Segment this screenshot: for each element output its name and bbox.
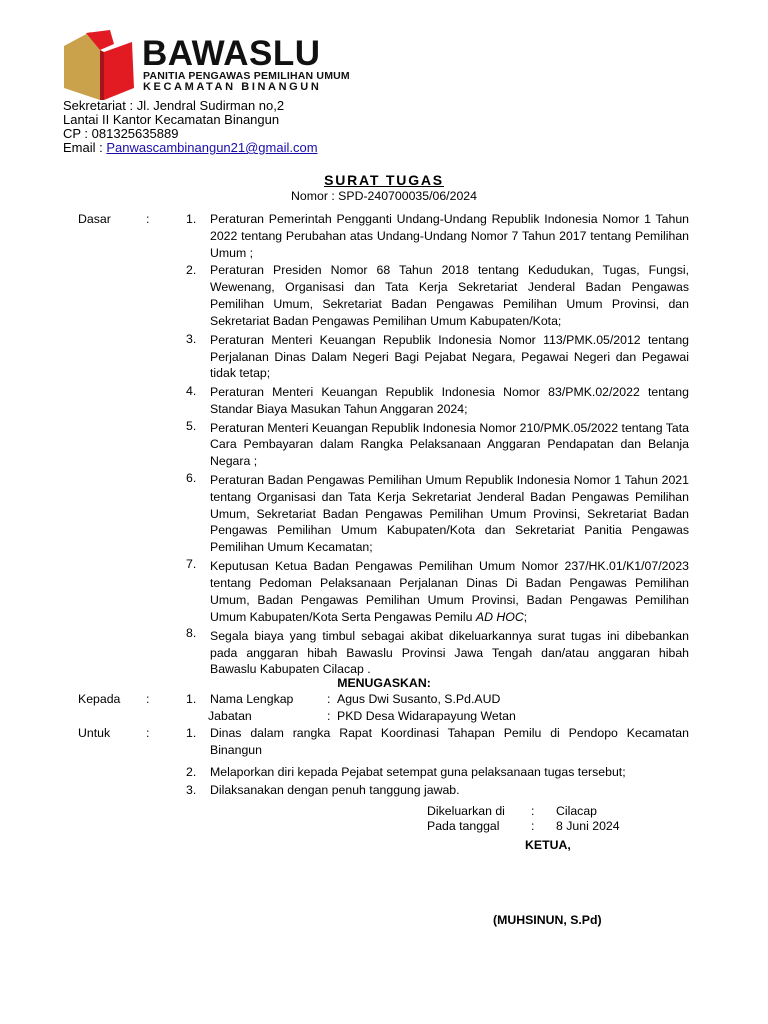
- nama-value: Agus Dwi Susanto, S.Pd.AUD: [337, 692, 501, 706]
- kepada-label: Kepada: [78, 692, 121, 706]
- jabatan-colon: :: [327, 709, 331, 723]
- dasar-list: [210, 211, 689, 679]
- menugaskan-heading: MENUGASKAN:: [337, 676, 431, 690]
- dasar-label: Dasar: [78, 212, 111, 226]
- bawaslu-logo-icon: [64, 30, 136, 100]
- untuk-item-1-line-1: Dinas dalam rangka Rapat Koordinasi Tahapan Pemilu di Pendopo Kecamatan: [210, 726, 689, 740]
- untuk-item-1-line-2: Binangun: [210, 743, 262, 757]
- untuk-item-2: Melaporkan diri kepada Pejabat setempat guna pelaksanaan tugas tersebut;: [210, 765, 626, 779]
- list-item: Peraturan Badan Pengawas Pemilihan Umum Republik Indonesia Nomor 1 Tahun 2021 tentang Organisasi dan Tata Kerja Sekretariat Jenderal Badan Pengawas Pemilihan Umum, Sekretariat Badan Pengawas Pemilihan Umum Provinsi, Sekretariat Badan Pengawas Pemilihan Umum Kabupaten/Kota dan Sekretariat Panitia Pengawas Pemilihan Umum Kecamatan;: [210, 472, 689, 555]
- brand-name: BAWASLU: [142, 34, 321, 73]
- untuk-num-3: 3.: [186, 783, 197, 797]
- dasar-num-6: 6.: [186, 471, 197, 485]
- list-item: Peraturan Presiden Nomor 68 Tahun 2018 tentang Kedudukan, Tugas, Fungsi, Wewenang, Organisasi dan Tata Kerja Sekretariat Jenderal Badan Pengawas Pemilihan Umum, Sekretariat Badan Pengawas Pemilihan Umum Provinsi, dan Sekretariat Badan Pengawas Pemilihan Umum Kabupaten/Kota;: [210, 263, 689, 328]
- dasar-num-1: 1.: [186, 212, 197, 226]
- contact-phone: CP : 081325635889: [63, 126, 179, 141]
- list-item: Keputusan Ketua Badan Pengawas Pemilihan Umum Nomor 237/HK.01/K1/07/2023 tentang Pedoman Pelaksanaan Perjalanan Dinas Di Badan Pengawas Pemilihan Umum, Badan Pengawas Pemilihan Umum Provinsi, Badan Pengawas Pemilihan Umum Kabupaten/Kota Serta Pengawas Pemilu AD HOC;: [210, 559, 689, 624]
- untuk-num-1: 1.: [186, 726, 197, 740]
- signature-title: KETUA,: [525, 838, 571, 852]
- issued-date-label: Pada tanggal: [427, 819, 500, 833]
- issued-place-label: Dikeluarkan di: [427, 804, 505, 818]
- address-line-1: Sekretariat : Jl. Jendral Sudirman no,2: [63, 98, 285, 113]
- issued-date-value: 8 Juni 2024: [556, 819, 620, 833]
- list-item: Segala biaya yang timbul sebagai akibat dikeluarkannya surat tugas ini dibebankan pada anggaran hibah Bawaslu Provinsi Jawa Tengah dan/atau anggaran hibah Bawaslu Kabupaten Cilacap .: [210, 628, 689, 677]
- dasar-num-7: 7.: [186, 557, 197, 571]
- untuk-colon: :: [146, 726, 150, 740]
- untuk-item-3: Dilaksanakan dengan penuh tanggung jawab.: [210, 783, 460, 797]
- dasar-num-4: 4.: [186, 384, 197, 398]
- document-title: SURAT TUGAS: [324, 172, 444, 188]
- brand-district: KECAMATAN BINANGUN: [143, 81, 322, 93]
- nama-label: Nama Lengkap: [210, 692, 294, 706]
- list-item: Peraturan Menteri Keuangan Republik Indonesia Nomor 83/PMK.02/2022 tentang Standar Biaya Masukan Tahun Anggaran 2024;: [210, 385, 689, 416]
- dasar-num-8: 8.: [186, 626, 197, 640]
- brand-subtitle: PANITIA PENGAWAS PEMILIHAN UMUM: [143, 70, 350, 82]
- list-item: Peraturan Menteri Keuangan Republik Indonesia Nomor 210/PMK.05/2022 tentang Tata Cara Pembayaran dalam Rangka Pelaksanaan Anggaran Pendapatan dan Belanja Negara ;: [210, 420, 689, 469]
- kepada-num: 1.: [186, 692, 197, 706]
- contact-email-row: [63, 141, 318, 155]
- dasar-colon: :: [146, 212, 150, 226]
- issued-place-colon: :: [531, 804, 535, 818]
- dasar-num-3: 3.: [186, 332, 197, 346]
- nama-colon: :: [327, 692, 331, 706]
- issued-place-value: Cilacap: [556, 804, 598, 818]
- untuk-label: Untuk: [78, 726, 111, 740]
- document-number: Nomor : SPD-240700035/06/2024: [291, 189, 477, 203]
- untuk-num-2: 2.: [186, 765, 197, 779]
- email-label: Email :: [63, 140, 107, 155]
- list-item: Peraturan Pemerintah Pengganti Undang-Undang Republik Indonesia Nomor 1 Tahun 2022 tentang Perubahan atas Undang-Undang Nomor 7 Tahun 2017 tentang Pemilihan Umum ;: [210, 212, 689, 260]
- signature-name: (MUHSINUN, S.Pd): [493, 913, 602, 927]
- list-item: Peraturan Menteri Keuangan Republik Indonesia Nomor 113/PMK.05/2012 tentang Perjalanan Dinas Dalam Negeri Bagi Pejabat Negara, Pegawai Negeri dan Pegawai tidak tetap;: [210, 332, 689, 381]
- issued-date-colon: :: [531, 819, 535, 833]
- address-line-2: Lantai II Kantor Kecamatan Binangun: [63, 112, 280, 127]
- email-link[interactable]: Panwascambinangun21@gmail.com: [106, 140, 318, 155]
- jabatan-label: Jabatan: [208, 709, 252, 723]
- dasar-num-2: 2.: [186, 263, 197, 277]
- dasar-num-5: 5.: [186, 419, 197, 433]
- jabatan-value: PKD Desa Widarapayung Wetan: [337, 709, 516, 723]
- kepada-colon: :: [146, 692, 150, 706]
